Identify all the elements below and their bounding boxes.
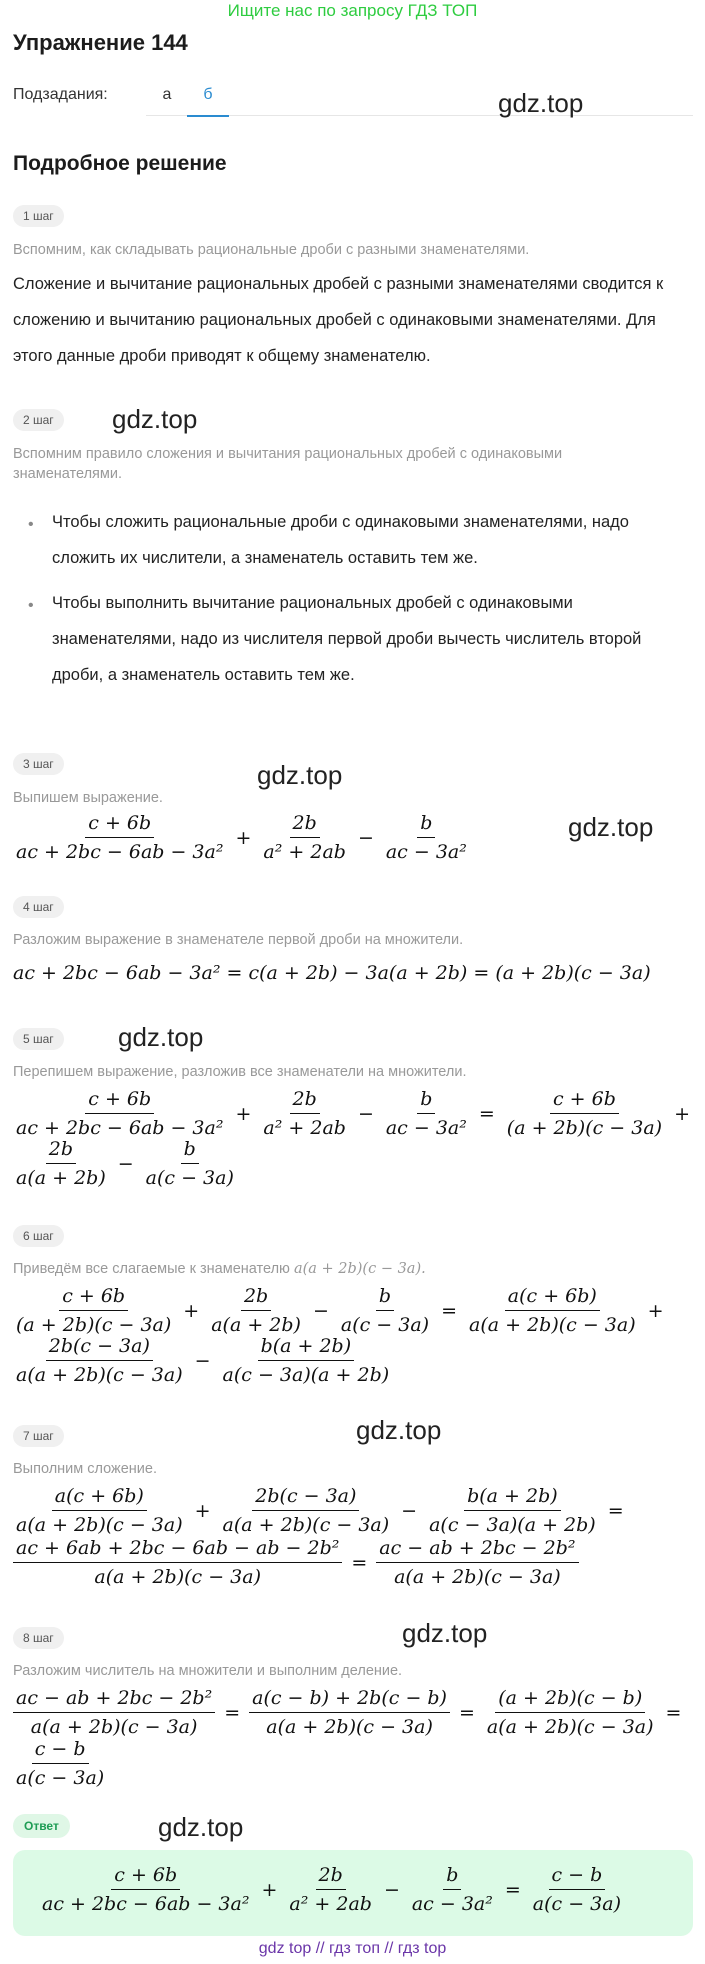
fraction-denominator: (a + 2b)(c − 3a) [16,1314,172,1336]
fraction-numerator: 2b(c − 3a) [252,1485,359,1511]
fraction-denominator: ac + 2bc − 6ab − 3a² [16,841,224,863]
step-badge: 2 шаг [13,409,64,431]
expression: $\frac{c + 6b}{(a + 2b)(c - 3a)}$ + $\frac{2b}{a(a + 2b)}$ − $\frac{b}{a(c - 3a)}$ = $\frac{a(c + 6b)}{a(a + 2b)(c - 3a)}$ + [13,1285,673,1336]
fraction-denominator: a(a + 2b)(c − 3a) [30,1716,198,1738]
fraction-numerator: b [417,812,435,838]
fraction-denominator: a(a + 2b) [211,1314,301,1336]
watermark: gdz.top [356,1415,442,1445]
fraction-denominator: a(c − 3a) [532,1893,622,1915]
fraction-denominator: ac − 3a² [411,1893,493,1915]
step-hint: Выполним сложение. [13,1461,157,1477]
step-badge: 8 шаг [13,1627,64,1649]
footer-links[interactable]: gdz top // гдз топ // гдз top [258,1940,447,1957]
fraction-denominator: a(a + 2b)(c − 3a) [16,1364,183,1386]
step-hint-text: Приведём все слагаемые к знаменателю [13,1261,290,1277]
watermark: gdz.top [402,1618,488,1648]
watermark: gdz.top [118,1022,204,1052]
fraction-numerator: 2b [46,1138,76,1164]
expression-continued: $\frac{2b(c - 3a)}{a(a + 2b)(c - 3a)}$ − $\frac{b(a + 2b)}{a(c - 3a)(a + 2b)}$ [13,1335,392,1386]
step-hint: Перепишем выражение, разложив все знаменатели на множители. [13,1064,467,1080]
fraction-denominator: a(a + 2b)(c − 3a) [94,1566,261,1588]
search-banner: Ищите нас по запросу ГДЗ ТОП [227,1,478,20]
subtasks-label: Подзадания: [13,86,108,103]
step-hint: Выпишем выражение. [13,790,163,806]
fraction-numerator: b(a + 2b) [258,1335,355,1361]
step-badge: 3 шаг [13,753,64,775]
fraction-denominator: ac + 2bc − 6ab − 3a² [16,1117,224,1139]
watermark: gdz.top [257,760,343,790]
step-badge: 1 шаг [13,205,64,227]
step-hint: Вспомним, как складывать рациональные дроби с разными знаменателями. [13,242,530,258]
answer-badge: Ответ [13,1814,70,1838]
fraction-denominator: ac − 3a² [385,1117,467,1139]
step-hint: Разложим числитель на множители и выполним деление. [13,1663,403,1679]
fraction-denominator: a(c − 3a) [340,1314,430,1336]
fraction-numerator: b(a + 2b) [464,1485,561,1511]
fraction-denominator: a(a + 2b)(c − 3a) [266,1716,433,1738]
step-badge: 4 шаг [13,896,64,918]
fraction-denominator: a(a + 2b)(c − 3a) [469,1314,636,1336]
fraction-denominator: a(a + 2b) [16,1167,106,1189]
fraction-denominator: a(a + 2b)(c − 3a) [16,1514,183,1536]
fraction-numerator: 2b [241,1285,271,1311]
watermark: gdz.top [158,1812,244,1842]
fraction-numerator: 2b(c − 3a) [46,1335,153,1361]
watermark: gdz.top [498,88,584,118]
expression: $\frac{\text{ac − ab + 2bc − 2b²}}{a(a + 2b)(c - 3a)}$ = $\frac{a(c - b) + 2b(c - b)}{a(a + 2b)(c - 3a)}$ = $\frac{(a + 2b)(c - b)}{a(a + 2b)(c - 3a)}$ = [13,1687,690,1738]
bullet-item: Чтобы выполнить вычитание рациональных дробей с одинаковыми знаменателями, надо из числителя первой дроби вычесть числитель второй дроби, а знаменатель оставить тем же. [52,594,642,684]
answer-expression: $\frac{c + 6b}{\text{ac + 2bc − 6ab − 3a²}}$ + $\frac{2b}{\text{a² + 2ab}}$ − $\frac{b}{\text{ac − 3a²}}$ = $\frac{c - b}{a(c - 3a)}$ [39,1864,624,1915]
page-title: Упражнение 144 [13,30,188,55]
fraction-numerator: (a + 2b)(c − b) [495,1687,645,1713]
fraction-denominator: ac − 3a² [385,841,467,863]
fraction-numerator: b [417,1088,435,1114]
fraction-numerator: a(c − b) + 2b(c − b) [249,1687,450,1713]
fraction-denominator: a² + 2ab [289,1893,372,1915]
tab-a[interactable]: а [162,86,172,103]
fraction-denominator: a(c − 3a)(a + 2b) [222,1364,390,1386]
step-badge: 7 шаг [13,1425,64,1447]
watermark: gdz.top [568,812,654,842]
fraction-numerator: c + 6b [550,1088,619,1114]
fraction-numerator: ac − ab + 2bc − 2b² [13,1687,215,1713]
step-badge: 6 шаг [13,1225,64,1247]
expression-continued [13,1738,107,1789]
fraction-denominator: a(a + 2b)(c − 3a) [486,1716,654,1738]
fraction-numerator: c − b [32,1738,89,1764]
step-hint [13,1259,673,1279]
step-badge: 5 шаг [13,1028,64,1050]
factorization: ac + 2bc − 6ab − 3a² = c(a + 2b) − 3a(a + 2b) = (a + 2b)(c − 3a) [13,962,651,984]
expression: $\frac{c + 6b}{\text{ac + 2bc − 6ab − 3a²}}$ + $\frac{2b}{\text{a² + 2ab}}$ − $\frac{b}{\text{ac − 3a²}}$ [13,812,470,863]
common-denominator: a(a + 2b)(c − 3a). [293,1261,426,1277]
expression-continued: $\frac{2b}{a(a + 2b)}$ − $\frac{b}{a(c - 3a)}$ [13,1138,237,1189]
fraction-denominator: a² + 2ab [263,1117,346,1139]
fraction-numerator: c + 6b [111,1864,180,1890]
answer-box [13,1850,693,1936]
bullet-dot: • [28,516,34,533]
fraction-numerator: 2b [316,1864,346,1890]
tab-b[interactable]: б [187,86,229,104]
fraction-numerator: a(c + 6b) [52,1485,147,1511]
step-hint: Разложим выражение в знаменателе первой дроби на множители. [13,932,464,948]
fraction-numerator: b [376,1285,394,1311]
fraction-denominator: a(c − 3a) [145,1167,234,1189]
fraction-numerator: 2b [290,1088,320,1114]
fraction-numerator: 2b [290,812,320,838]
fraction-numerator: c − b [549,1864,606,1890]
fraction-numerator: a(c + 6b) [505,1285,600,1311]
expression: $\frac{a(c + 6b)}{a(a + 2b)(c - 3a)}$ + $\frac{2b(c - 3a)}{a(a + 2b)(c - 3a)}$ − $\frac{b(a + 2b)}{a(c - 3a)(a + 2b)}$ = [13,1485,633,1536]
section-title: Подробное решение [13,152,227,175]
watermark: gdz.top [112,404,198,434]
fraction-denominator: a(c − 3a)(a + 2b) [429,1514,596,1536]
fraction-numerator: c + 6b [85,1088,154,1114]
bullet-dot: • [28,597,34,614]
fraction-denominator: (a + 2b)(c − 3a) [506,1117,663,1139]
bullet-item: Чтобы сложить рациональные дроби с одинаковыми знаменателями, надо сложить их числители, а знаменатель оставить тем же. [52,513,629,567]
fraction-denominator: a(a + 2b)(c − 3a) [394,1566,561,1588]
fraction-numerator: ac + 6ab + 2bc − 6ab − ab − 2b² [13,1537,342,1563]
fraction-numerator: b [181,1138,199,1164]
fraction-denominator: a² + 2ab [263,841,346,863]
subtask-tabs [13,82,693,116]
fraction-denominator: a(a + 2b)(c − 3a) [222,1514,390,1536]
step-text: Сложение и вычитание рациональных дробей с разными знаменателями сводится к сложению и вычитанию рациональных дробей с одинаковыми знаменателями. Для этого данные дроби приводят к общему знаменателю. [13,275,664,365]
fraction-numerator: ac − ab + 2bc − 2b² [376,1537,578,1563]
expression: $\frac{c + 6b}{\text{ac + 2bc − 6ab − 3a²}}$ + $\frac{2b}{\text{a² + 2ab}}$ − $\frac{b}{\text{ac − 3a²}}$ = $\frac{c + 6b}{(a + 2b)(c - 3a)}$ + [13,1088,699,1139]
fraction-denominator: a(c − 3a) [16,1767,105,1789]
fraction-denominator: ac + 2bc − 6ab − 3a² [42,1893,250,1915]
fraction-numerator: c + 6b [85,812,154,838]
fraction-numerator: c + 6b [59,1285,128,1311]
step-hint: Вспомним правило сложения и вычитания рациональных дробей с одинаковыми знаменателями. [13,446,563,482]
expression-continued: $\frac{\text{ac + 6ab + 2bc − 6ab − ab − 2b²}}{a(a + 2b)(c - 3a)}$ = $\frac{\text{ac − ab + 2bc − 2b²}}{a(a + 2b)(c - 3a)}$ [13,1537,579,1588]
fraction-numerator: b [443,1864,461,1890]
